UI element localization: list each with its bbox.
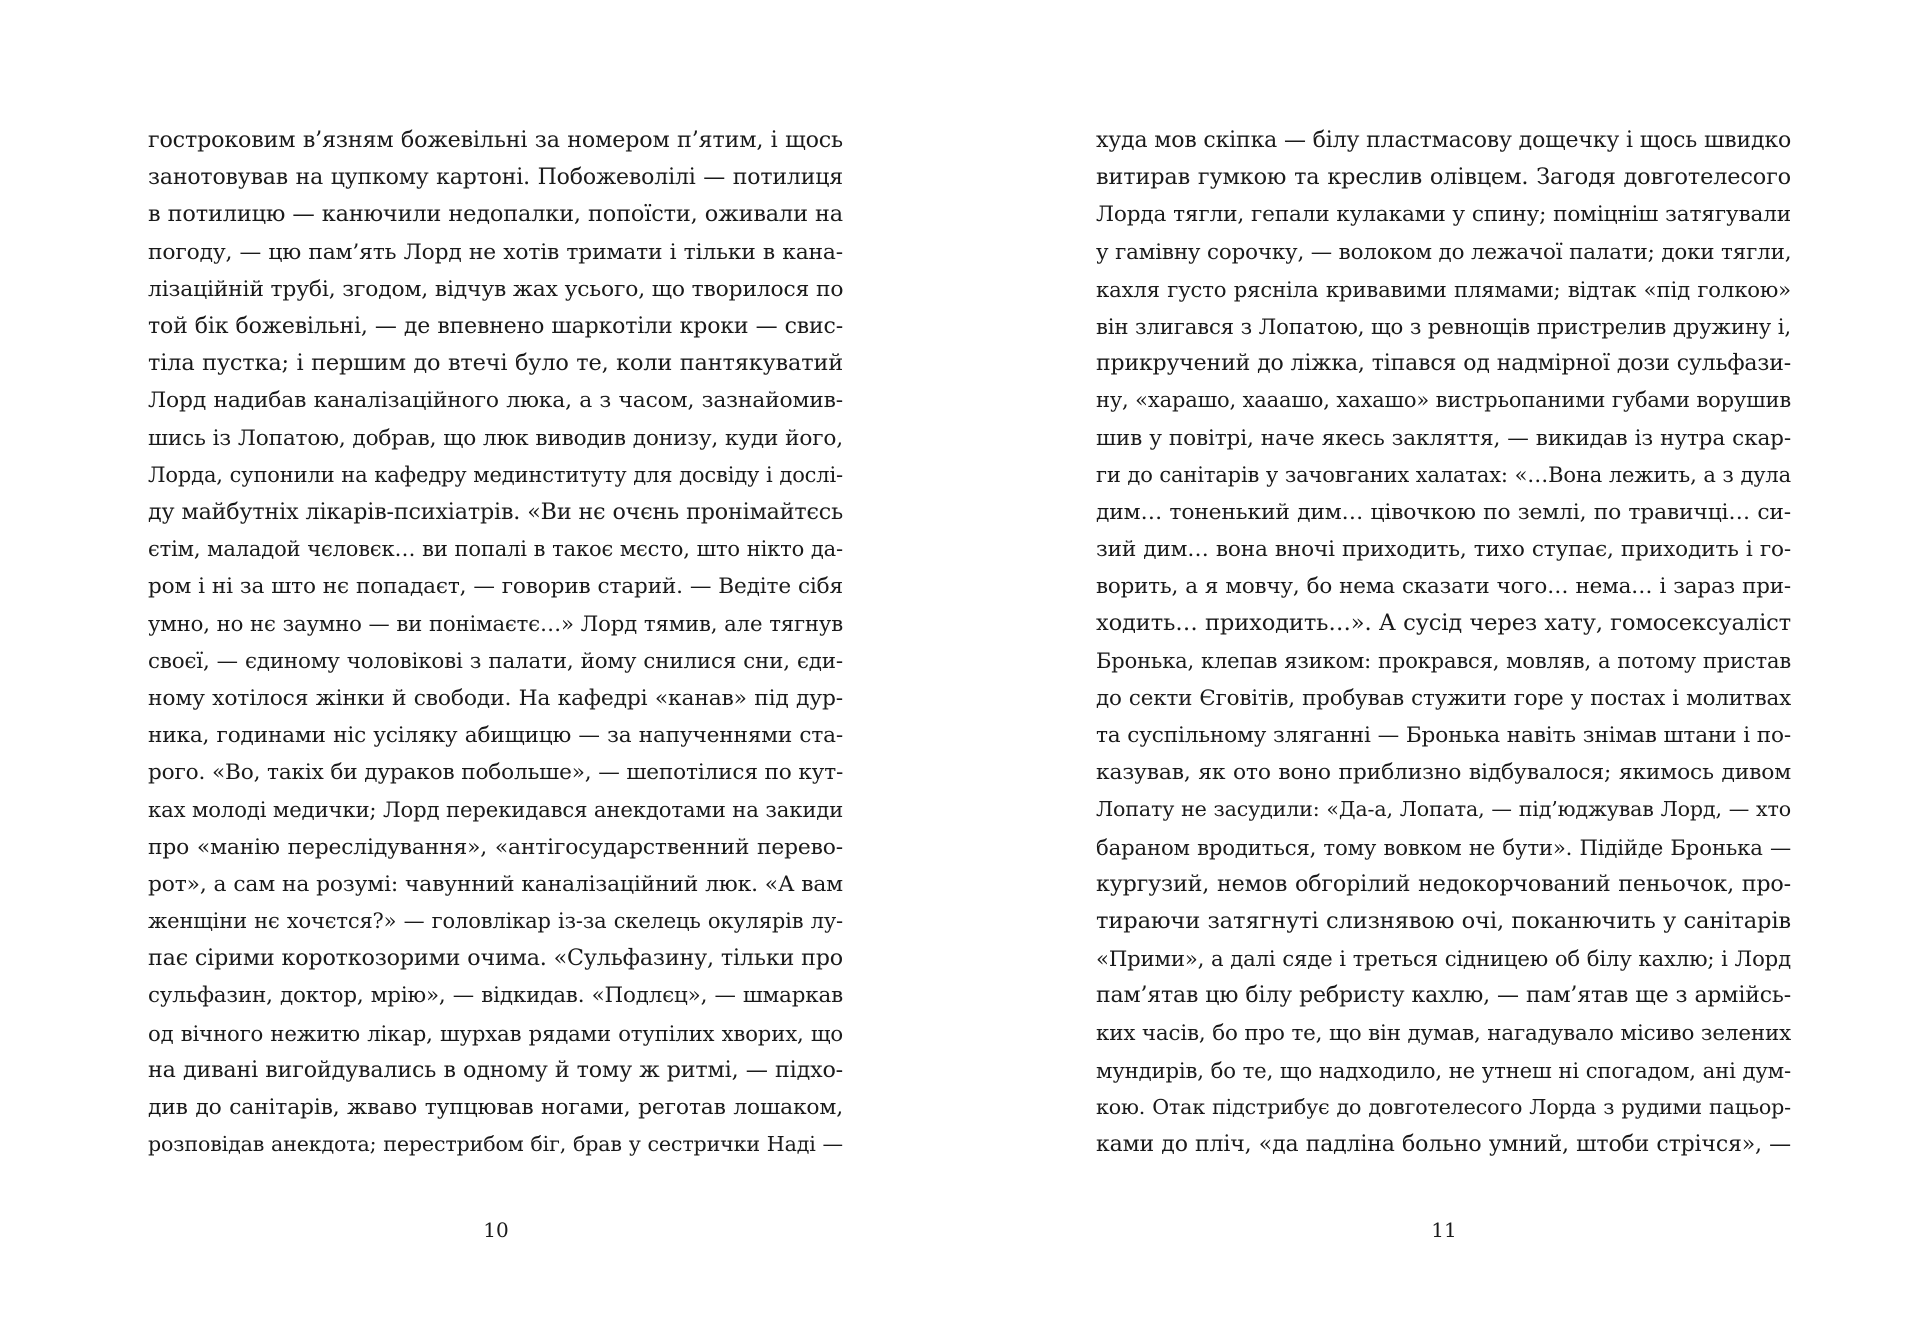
text-line: Лопату не засудили: «Да-а, Лопата, — під’юджував Лорд, — хто [1096,797,1791,822]
text-line: витирав гумкою та креслив олівцем. Загодя довготелесого [1096,164,1791,191]
text-line: прикручений до ліжка, тіпався од надмірної дози сульфази- [1096,351,1791,377]
right-page-text [1096,122,1791,1163]
text-line: ром і ні за што нє попадаєт, — говорив старий. — Ведіте сібя [148,574,843,600]
text-line: «Прими», а далі сяде і треться сідницею об білу кахлю; і Лорд [1096,946,1791,972]
left-page-number: 10 [483,1218,509,1242]
text-line: казував, як ото воно приблизно відбувалося; якимось дивом [1096,760,1791,786]
text-line: ких часів, бо про те, що він думав, нагадувало місиво зелених [1096,1020,1791,1046]
text-line: худа мов скіпка — білу пластмасову дощечку і щось швидко [1096,128,1792,153]
text-line: та суспільному зляганні — Бронька навіть знімав штани і по- [1096,723,1791,748]
text-line: див до санітарів, жваво тупцював ногами, реготав лошаком, [148,1094,843,1120]
text-line: погоду, — цю пам’ять Лорд не хотів тримати і тільки в кана- [148,239,843,265]
text-line: розповідав анекдота; перестрибом біг, брав у сестрички Наді — [148,1132,843,1157]
text-line: на дивані вигойдувались в одному й тому ж ритмі, — підхо- [148,1056,843,1083]
text-line: кою. Отак підстрибує до довготелесого Лорда з рудими пацьор- [1096,1094,1791,1119]
text-line: занотовував на цупкому картоні. Побожеволілі — потилиця [148,165,843,191]
text-line: про «манію переслідування», «антігосударственний перево- [148,834,843,860]
text-line: єтім, маладой чєловєк… ви попалі в такоє мєсто, што нікто да- [148,537,843,562]
text-line: ках молоді медички; Лорд перекидався анекдотами на закиди [148,797,844,823]
text-line: ному хотілося жінки й свободи. На кафедрі «канав» під дур- [148,685,843,711]
text-line: ну, «харашо, хааашо, хахашо» вистрьопаними губами ворушив [1096,388,1791,413]
text-line: зий дим… вона вночі приходить, тихо ступає, приходить і го- [1096,537,1791,563]
text-line: кургузий, немов обгорілий недокорчований пеньочок, про- [1096,870,1791,897]
text-line: ги до санітарів у зачовганих халатах: «…Вона лежить, а з дула [1096,462,1791,487]
text-line: умно, но нє заумно — ви понімаєтє…» Лорд тямив, але тягнув [148,611,843,637]
text-line: тіла пустка; і першим до втечі було те, коли пантякуватий [148,350,843,377]
text-line: од вічного нежитю лікар, шурхав рядами отупілих хворих, що [148,1020,843,1046]
text-line: у гамівну сорочку, — волоком до лежачої палати; доки тягли, [1096,239,1792,265]
text-line: пає сірими короткозорими очима. «Сульфазину, тільки про [148,945,843,972]
text-line: Бронька, клепав язиком: прокрався, мовляв, а потому пристав [1096,648,1791,673]
text-line: ходить… приходить…». А сусід через хату, гомосексуаліст [1096,610,1791,637]
text-line: до секти Єговітів, пробував стужити горе у постах і молитвах [1096,685,1791,711]
right-page [960,0,1920,1324]
text-line: женщіни нє хочєтся?» — головлікар із-за скелець окулярів лу- [148,908,843,933]
left-page-text [148,122,843,1163]
text-line: Лорд надибав каналізаційного люка, а з часом, зазнайомив- [148,388,843,414]
text-line: Лорда тягли, гепали кулаками у спину; поміцніш затягували [1096,202,1791,228]
text-line: в потилицю — канючили недопалки, попоїсти, оживали на [148,201,843,228]
text-line: пам’ятав цю білу ребристу кахлю, — пам’ятав ще з армійсь- [1096,983,1791,1009]
text-line: рого. «Во, такіх би дураков побольше», — шепотілися по кут- [148,760,844,786]
text-line: ворить, а я мовчу, бо нема сказати чого… нема… і зараз при- [1096,574,1791,600]
right-page-number: 11 [1431,1218,1457,1242]
text-line: той бік божевільні, — де впевнено шаркотіли кроки — свис- [148,313,843,339]
text-line: шив у повітрі, наче якесь закляття, — викидав із нутра скар- [1096,425,1791,451]
text-line: тираючи затягнуті слизнявою очі, поканючить у санітарів [1096,907,1791,934]
text-line: ками до пліч, «да падліна больно умний, штоби стрічся», — [1096,1132,1791,1158]
text-line: рот», а сам на розумі: чавунний каналізаційний люк. «А вам [148,871,843,897]
text-line: сульфазин, доктор, мрію», — відкидав. «Подлєц», — шмаркав [148,983,843,1009]
text-line: дим… тоненький дим… цівочкою по землі, по травичці… си- [1096,499,1791,525]
text-line: гостроковим в’язням божевільні за номером п’ятим, і щось [148,127,843,153]
text-line: бараном вродиться, тому вовком не бути». Підійде Бронька — [1096,834,1791,860]
text-line: кахля густо рясніла кривавими плямами; відтак «під голкою» [1096,276,1791,302]
text-line: лізаційній трубі, згодом, відчув жах усього, що творилося по [148,276,844,302]
text-line: ду майбутніх лікарів-психіатрів. «Ви нє очєнь пронімайтєсь [148,498,843,525]
text-line: своєї, — єдиному чоловікові з палати, йому снилися сни, єди- [148,648,843,674]
text-line: він злигався з Лопатою, що з ревнощів пристрелив дружину і, [1096,313,1791,339]
text-line: шись із Лопатою, добрав, що люк виводив донизу, куди його, [148,425,843,451]
text-line: Лорда, супонили на кафедру мединституту для досвіду і дослі- [148,462,843,487]
text-line: ника, годинами ніс усіляку абищицю — за напученнями ста- [148,723,843,748]
text-line: мундирів, бо те, що надходило, не утнеш ні спогадом, ані дум- [1096,1057,1791,1083]
